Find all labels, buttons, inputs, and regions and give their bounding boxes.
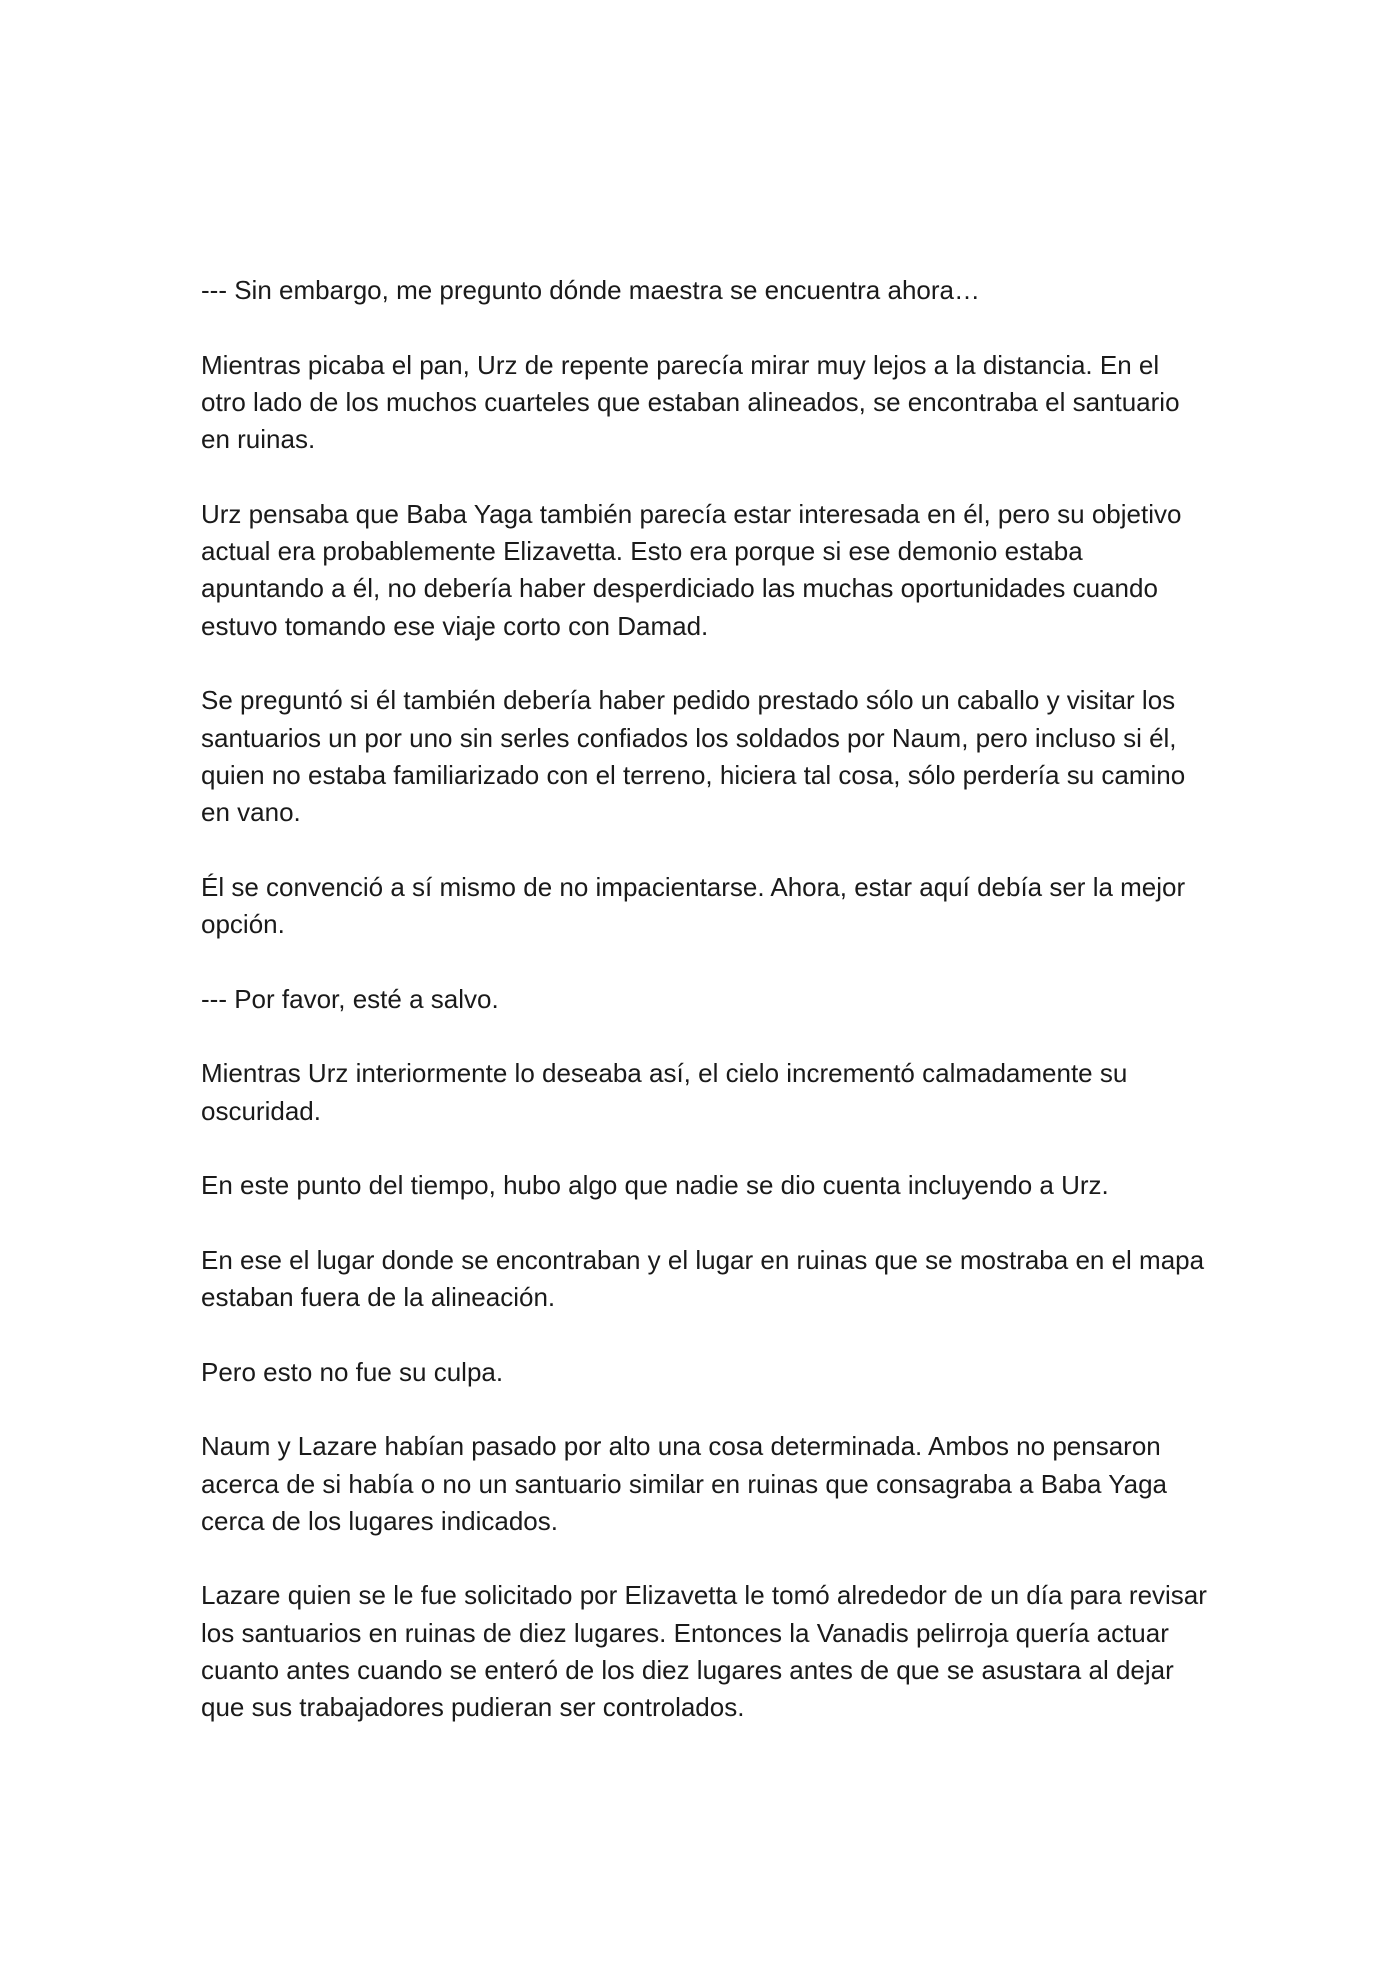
paragraph: En este punto del tiempo, hubo algo que nadie se dio cuenta incluyendo a Urz. [201,1170,1109,1201]
paragraph: Lazare quien se le fue solicitado por Elizavetta le tomó alrededor de un día para revisar los santuarios en ruinas de diez lugares. Entonces la Vanadis pelirroja quería actuar cuanto antes cuando se enteró de los diez lugares antes de que se asustara al dejar que sus trabajadores pudieran ser controlados. [201,1580,1207,1723]
document-body [201,272,1211,1764]
paragraph: --- Por favor, esté a salvo. [201,983,499,1014]
paragraph: Urz pensaba que Baba Yaga también parecía estar interesada en él, pero su objetivo actual era probablemente Elizavetta. Esto era porque si ese demonio estaba apuntando a él, no debería haber desperdiciado las muchas oportunidades cuando estuvo tomando ese viaje corto con Damad. [201,498,1182,641]
paragraph: Naum y Lazare habían pasado por alto una cosa determinada. Ambos no pensaron acerca de si había o no un santuario similar en ruinas que consagraba a Baba Yaga cerca de los lugares indicados. [201,1431,1168,1536]
paragraph: --- Sin embargo, me pregunto dónde maestra se encuentra ahora… [201,275,980,305]
paragraph: Mientras picaba el pan, Urz de repente parecía mirar muy lejos a la distancia. En el otro lado de los muchos cuarteles que estaban alineados, se encontraba el santuario en ruinas. [201,349,1180,455]
paragraph: Él se convenció a sí mismo de no impacientarse. Ahora, estar aquí debía ser la mejor opción. [201,871,1186,940]
paragraph: Pero esto no fue su culpa. [201,1356,504,1387]
paragraph: En ese el lugar donde se encontraban y el lugar en ruinas que se mostraba en el mapa estaban fuera de la alineación. [201,1244,1205,1313]
paragraph: Se preguntó si él también debería haber pedido prestado sólo un caballo y visitar los santuarios un por uno sin serles confiados los soldados por Naum, pero incluso si él, quien no estaba familiarizado con el terreno, hiciera tal cosa, sólo perdería su camino en vano. [201,685,1186,828]
paragraph: Mientras Urz interiormente lo deseaba así, el cielo incrementó calmadamente su oscuridad. [201,1058,1128,1126]
